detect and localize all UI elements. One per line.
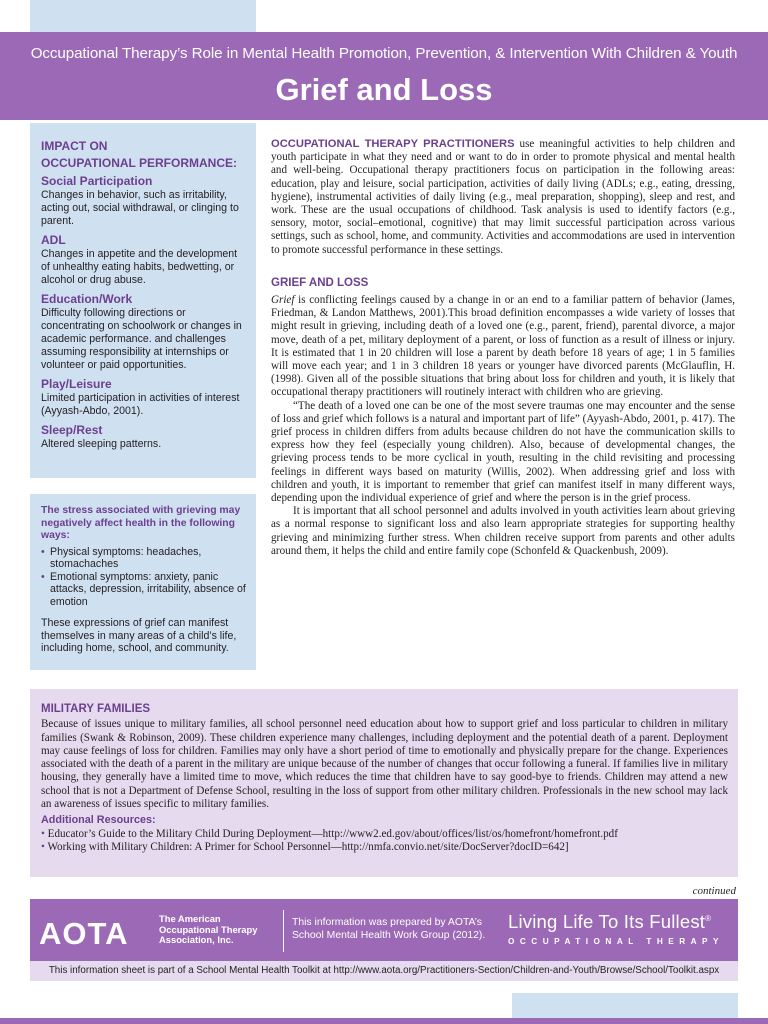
intro-paragraph — [271, 138, 735, 257]
sidebar-heading-line1: IMPACT ON — [41, 139, 108, 153]
intro-lead-in: OCCUPATIONAL THERAPY PRACTITIONERS — [271, 138, 515, 150]
top-decorative-tab — [30, 0, 256, 32]
resource-link[interactable]: • Educator’s Guide to the Military Child During Deployment—http://www2.ed.gov/about/offices/list/os/homefront/homefront.pdf — [41, 827, 618, 840]
header-subtitle: Occupational Therapy’s Role in Mental Health Promotion, Prevention, & Intervention With Children & Youth — [30, 45, 738, 62]
stress-lead: The stress associated with grieving may negatively affect health in the following ways: — [41, 505, 241, 541]
grief-term: Grief — [271, 294, 295, 307]
sidebar-section-body: Changes in appetite and the development of unhealthy eating habits, bedwetting, or alcohol or drug abuse. — [41, 248, 238, 286]
sidebar-section-body: Altered sleeping patterns. — [41, 438, 162, 450]
sidebar-section-body: Changes in behavior, such as irritability, acting out, social withdrawal, or clinging to parent. — [41, 189, 239, 227]
bullet-icon: • — [41, 570, 45, 583]
list-item: • Physical symptoms: headaches, stomachaches — [41, 545, 202, 570]
intro-body: use meaningful activities to help children and youth participate in what they need and or want to do in order to promote physical and mental health and well-being. Occupational therapy practitioners focus on participation in the following areas: education, play and leisure, social participation, activities of daily living (ADLs; e.g., eating, dressing, hygiene), instrumental activities of daily living (e.g., meal preparation, shopping), sleep and rest, and work. These are the usual occupations of childhood. Task analysis is used to identify factors (e.g., sensory, motor, social–emotional, cognitive) that may limit successful participation across various settings, such as school, home, and community. Activities and accommodations are used in intervention to promote successful performance in these settings. — [271, 138, 735, 256]
bullet-icon: • — [41, 840, 45, 853]
aota-logo-text: The American Occupational Therapy Association, Inc. — [159, 913, 258, 946]
main-column — [271, 138, 735, 558]
sidebar-section-body: Limited participation in activities of interest (Ayyash-Abdo, 2001). — [41, 392, 240, 417]
toolkit-link-bar[interactable]: This information sheet is part of a School Mental Health Toolkit at http://www.aota.org/Practitioners-Section/Children-and-Youth/Browse/School/Toolkit.aspx — [30, 961, 738, 981]
prepared-by-text: This information was prepared by AOTA’s School Mental Health Work Group (2012). — [292, 917, 486, 941]
grief-paragraph-2: “The death of a loved one can be one of the most severe traumas one may encounter and the sense of loss and grief which follows is a natural and important part of life” (Ayyash-Abdo, 2001, p. 417). The grief process in children differs from adults because children do not have the communication skills to express how they feel (especially young children). Also, because of developmental changes, the grieving process tends to be more cyclical in youth, resulting in the child revisiting and processing feelings in different ways based on maturity (Willis, 2002). When addressing grief and loss with children and youth, it is important to remember that grief can manifest itself in many different ways, depending upon the individual experience of grief and where the person is in the grief process. — [271, 399, 735, 505]
grief-paragraph-1: Grief is conflicting feelings caused by a change in or an end to a familiar pattern of behavior (James, Friedman, & Landon Matthews, 2001).This broad definition encompasses a wide variety of losses that might result in grieving, including death of a loved one (e.g., parent, friend), parental divorce, a major move, death of a pet, military deployment of a parent, or loss of function as a result of illness or injury. It is estimated that 1 in 20 children will lose a parent by death before 18 years of age; 1 in 5 families will move each year; and 1 in 3 children 18 years or younger have divorced parents (McGlauflin, H. (1998). Given all of the possible situations that bring about loss for children and youth, it is likely that occupational therapy practitioners will routinely interact with children who are grieving. — [271, 294, 735, 399]
military-families-box — [30, 689, 738, 877]
bullet-icon: • — [41, 545, 45, 558]
bottom-decorative-bar — [0, 1018, 768, 1024]
military-body: Because of issues unique to military families, all school personnel need education about how to support grief and loss particular to children in military families (Swank & Robinson, 2009). These children experience many challenges, including deployment and the potential death of a parent. Deployment may cause feelings of loss for children. Families may only have a short period of time to emotionally and physically prepare for the change. Experiences associated with the death of a parent in the military are unique because of the number of changes that occur following a funeral. If families live in military housing, they generally have a limited time to move, which reduces the time that children have to say good-bye to friends. Children may attend a new school that is not a Department of Defense School, resulting in the loss of support from other military children. Professionals in the new school may lack an awareness of issues specific to military families. — [41, 718, 728, 811]
footer-divider — [283, 910, 284, 952]
sidebar-section-title: ADL — [41, 233, 66, 247]
stress-list — [41, 546, 246, 609]
continued-label: continued — [692, 885, 736, 897]
sidebar-section-title: Social Participation — [41, 174, 153, 188]
list-item: • Emotional symptoms: anxiety, panic attacks, depression, irritability, absence of emotion — [41, 570, 246, 608]
military-heading: MILITARY FAMILIES — [41, 703, 151, 715]
grief-heading: GRIEF AND LOSS — [271, 276, 369, 289]
aota-footer — [30, 899, 738, 961]
registered-mark: ® — [705, 913, 712, 923]
impact-sidebar — [30, 123, 256, 478]
tagline-sub: OCCUPATIONAL THERAPY — [508, 937, 724, 946]
sidebar-section-title: Sleep/Rest — [41, 423, 103, 437]
tagline: Living Life To Its Fullest® — [508, 911, 712, 932]
sidebar-section-title: Education/Work — [41, 292, 133, 306]
stress-callout — [30, 494, 256, 670]
resources-heading: Additional Resources: — [41, 814, 156, 827]
grief-paragraph-3: It is important that all school personnel and adults involved in youth activities learn about grieving as a normal response to significant loss and also learn appropriate strategies for supporting healthy grieving and minimizing further stress. When children receive support from parents and other adults around them, it helps the child and entire family cope (Schonfeld & Quackenbush, 2009). — [271, 505, 735, 557]
page-title: Grief and Loss — [275, 72, 493, 107]
stress-note: These expressions of grief can manifest themselves in many areas of a child’s life, including home, school, and community. — [41, 617, 237, 654]
sidebar-section-body: Difficulty following directions or concentrating on schoolwork or changes in academic performance. and challenges assuming responsibility at internships or volunteer or paid opportunities. — [41, 307, 242, 371]
bullet-icon: • — [41, 827, 45, 840]
aota-logo: AOTA — [39, 916, 129, 951]
page-header — [0, 32, 768, 120]
resource-link[interactable]: • Working with Military Children: A Primer for School Personnel—http://nmfa.convio.net/site/DocServer?docID=642] — [41, 840, 569, 853]
bottom-decorative-tab — [512, 993, 738, 1019]
sidebar-section-title: Play/Leisure — [41, 377, 112, 391]
sidebar-heading-line2: OCCUPATIONAL PERFORMANCE: — [41, 156, 237, 170]
